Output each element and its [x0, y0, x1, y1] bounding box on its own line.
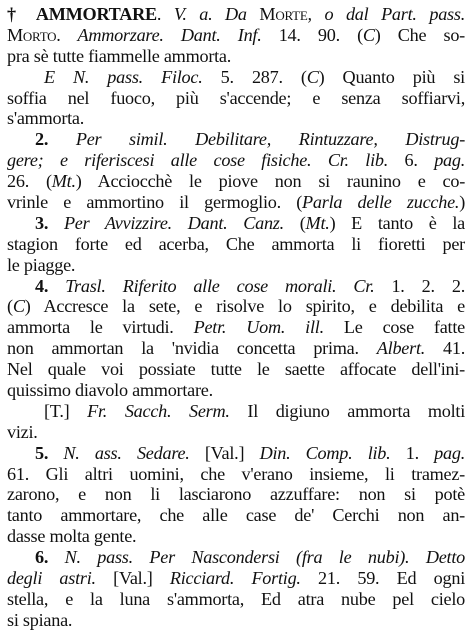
- italic-text: Albert.: [376, 338, 426, 359]
- entry-line: [7, 171, 465, 192]
- text-run: le piagge.: [7, 254, 76, 275]
- italic-text: Trasl. Riferito alle cose morali. Cr.: [48, 275, 375, 296]
- entry-line: [7, 505, 465, 526]
- text-run: ) Acciocchè le piove non si raunino e co-: [75, 171, 465, 192]
- text-run: [T.]: [44, 400, 88, 421]
- sense-number: 4.: [35, 275, 49, 296]
- sense-number: 2.: [35, 129, 49, 150]
- text-run: [Val.]: [95, 568, 170, 589]
- entry-line: [7, 610, 465, 631]
- sense-number: † AMMORTARE: [7, 4, 157, 24]
- italic-text: Ricciard. Fortig.: [169, 568, 301, 589]
- entry-line: [7, 589, 465, 610]
- italic-text: , o dal Part. pass.: [307, 4, 465, 24]
- text-run: 61. Gli altri uomini, che v'erano insieme, li tramez-: [7, 463, 465, 484]
- entry-line: [7, 338, 465, 359]
- text-run: (: [283, 212, 306, 233]
- italic-text: N. pass. Per Nascondersi (fra le nubi). Detto: [48, 547, 465, 568]
- text-run: 26. (: [7, 171, 52, 192]
- text-run: stella, e la luna s'ammorta, Ed atra nube pel cielo: [7, 588, 465, 609]
- dictionary-entry: [7, 4, 465, 631]
- text-run: stagion forte ed acerba, Che ammorta li fioretti per: [7, 233, 465, 254]
- text-run: vrinle e ammortino il germoglio. (: [7, 192, 303, 213]
- text-run: vizi.: [7, 421, 38, 442]
- italic-text: Ammorzare. Dant. Inf.: [60, 24, 262, 45]
- italic-text: degli astri.: [7, 568, 96, 589]
- italic-text: Mt.: [305, 212, 330, 233]
- text-run: ) Accresce la sete, e risolve lo spirito, e debilita e: [24, 296, 465, 317]
- text-run: zarono, e non li lasciarono azzuffare: non si potè: [7, 484, 465, 505]
- text-run: ) E tanto è la: [329, 212, 465, 233]
- italic-text: gere; e riferiscesi alle cose fisiche. Cr. lib.: [7, 150, 389, 171]
- text-run: Nel quale voi possiate tutte le saette affocate dell'ini-: [7, 359, 465, 380]
- entry-line: [7, 67, 465, 88]
- text-run: ammorta le virtudi.: [7, 317, 194, 338]
- entry-line: [7, 255, 465, 276]
- text-run: pra sè tutte fiammelle ammorta.: [7, 45, 232, 66]
- text-run: ): [459, 192, 465, 213]
- text-run: quissimo diavolo ammortare.: [7, 380, 213, 401]
- entry-line: [7, 464, 465, 485]
- italic-text: C: [306, 66, 319, 87]
- italic-text: N. ass. Sedare.: [48, 442, 190, 463]
- sense-heading-4: [7, 276, 465, 297]
- entry-line: [7, 108, 465, 129]
- text-run: Il digiuno ammorta molti: [229, 400, 465, 421]
- entry-line: [7, 422, 465, 443]
- entry-line: [7, 88, 465, 109]
- sense-heading-3: [7, 213, 465, 234]
- text-run: 21. 59. Ed ogni: [300, 568, 465, 589]
- italic-text: Per simil. Debilitare, Rintuzzare, Distrug-: [48, 129, 465, 150]
- entry-line: [7, 46, 465, 67]
- italic-text: C: [362, 24, 375, 45]
- text-run: .: [156, 4, 162, 24]
- italic-text: Mt.: [51, 171, 76, 192]
- entry-line: [7, 568, 465, 589]
- sense-heading-5: [7, 443, 465, 464]
- text-run: tanto ammortare, che alle case de' Cerchi non an-: [7, 505, 465, 526]
- entry-line: [7, 359, 465, 380]
- text-run: si spiana.: [7, 609, 73, 630]
- text-run: [Val.]: [189, 442, 260, 463]
- text-run: 14. 90. (: [261, 24, 363, 45]
- entry-line: [7, 25, 465, 46]
- entry-line: [7, 526, 465, 547]
- text-run: .: [56, 24, 61, 45]
- italic-text: Per Avvizzire. Dant. Canz.: [48, 212, 284, 233]
- entry-line: [7, 4, 465, 25]
- entry-line: [7, 296, 465, 317]
- text-run: dasse molta gente.: [7, 526, 137, 547]
- entry-line: [7, 192, 465, 213]
- text-run: Le cose fatte: [323, 317, 465, 338]
- sense-heading-6: [7, 547, 465, 568]
- text-run: 5. 287. (: [202, 66, 307, 87]
- entry-line: [7, 484, 465, 505]
- sense-heading-2: [7, 129, 465, 150]
- text-run: 1.: [390, 442, 435, 463]
- italic-text: Petr. Uom. ill.: [193, 317, 324, 338]
- text-run: (: [7, 296, 13, 317]
- text-run: soffia nel fuoco, più s'accende; e senza soffiarvi,: [7, 87, 465, 108]
- text-run: s'ammorta.: [7, 108, 85, 129]
- sense-number: 3.: [35, 212, 49, 233]
- text-run: ) Quanto più si: [318, 66, 465, 87]
- entry-line: [7, 317, 465, 338]
- entry-line: [7, 150, 465, 171]
- entry-line: [7, 234, 465, 255]
- text-run: 41.: [425, 338, 465, 359]
- italic-text: C: [12, 296, 25, 317]
- text-run: non ammortan la 'nvidia concetta prima.: [7, 338, 377, 359]
- sense-number: 5.: [35, 442, 49, 463]
- text-run: Morte: [259, 4, 308, 24]
- entry-line: [7, 401, 465, 422]
- italic-text: Din. Comp. lib.: [259, 442, 391, 463]
- italic-text: Parla delle zucche.: [302, 192, 460, 213]
- text-run: ) Che so-: [374, 24, 465, 45]
- text-run: Morto: [7, 24, 57, 45]
- italic-text: pag.: [434, 442, 465, 463]
- text-run: 6.: [388, 150, 435, 171]
- italic-text: Fr. Sacch. Serm.: [87, 400, 230, 421]
- entry-line: [7, 380, 465, 401]
- italic-text: E N. pass. Filoc.: [44, 66, 203, 87]
- sense-number: 6.: [35, 547, 49, 568]
- italic-text: pag.: [434, 150, 465, 171]
- italic-text: V. a. Da: [161, 4, 260, 24]
- text-run: 1. 2. 2.: [374, 275, 465, 296]
